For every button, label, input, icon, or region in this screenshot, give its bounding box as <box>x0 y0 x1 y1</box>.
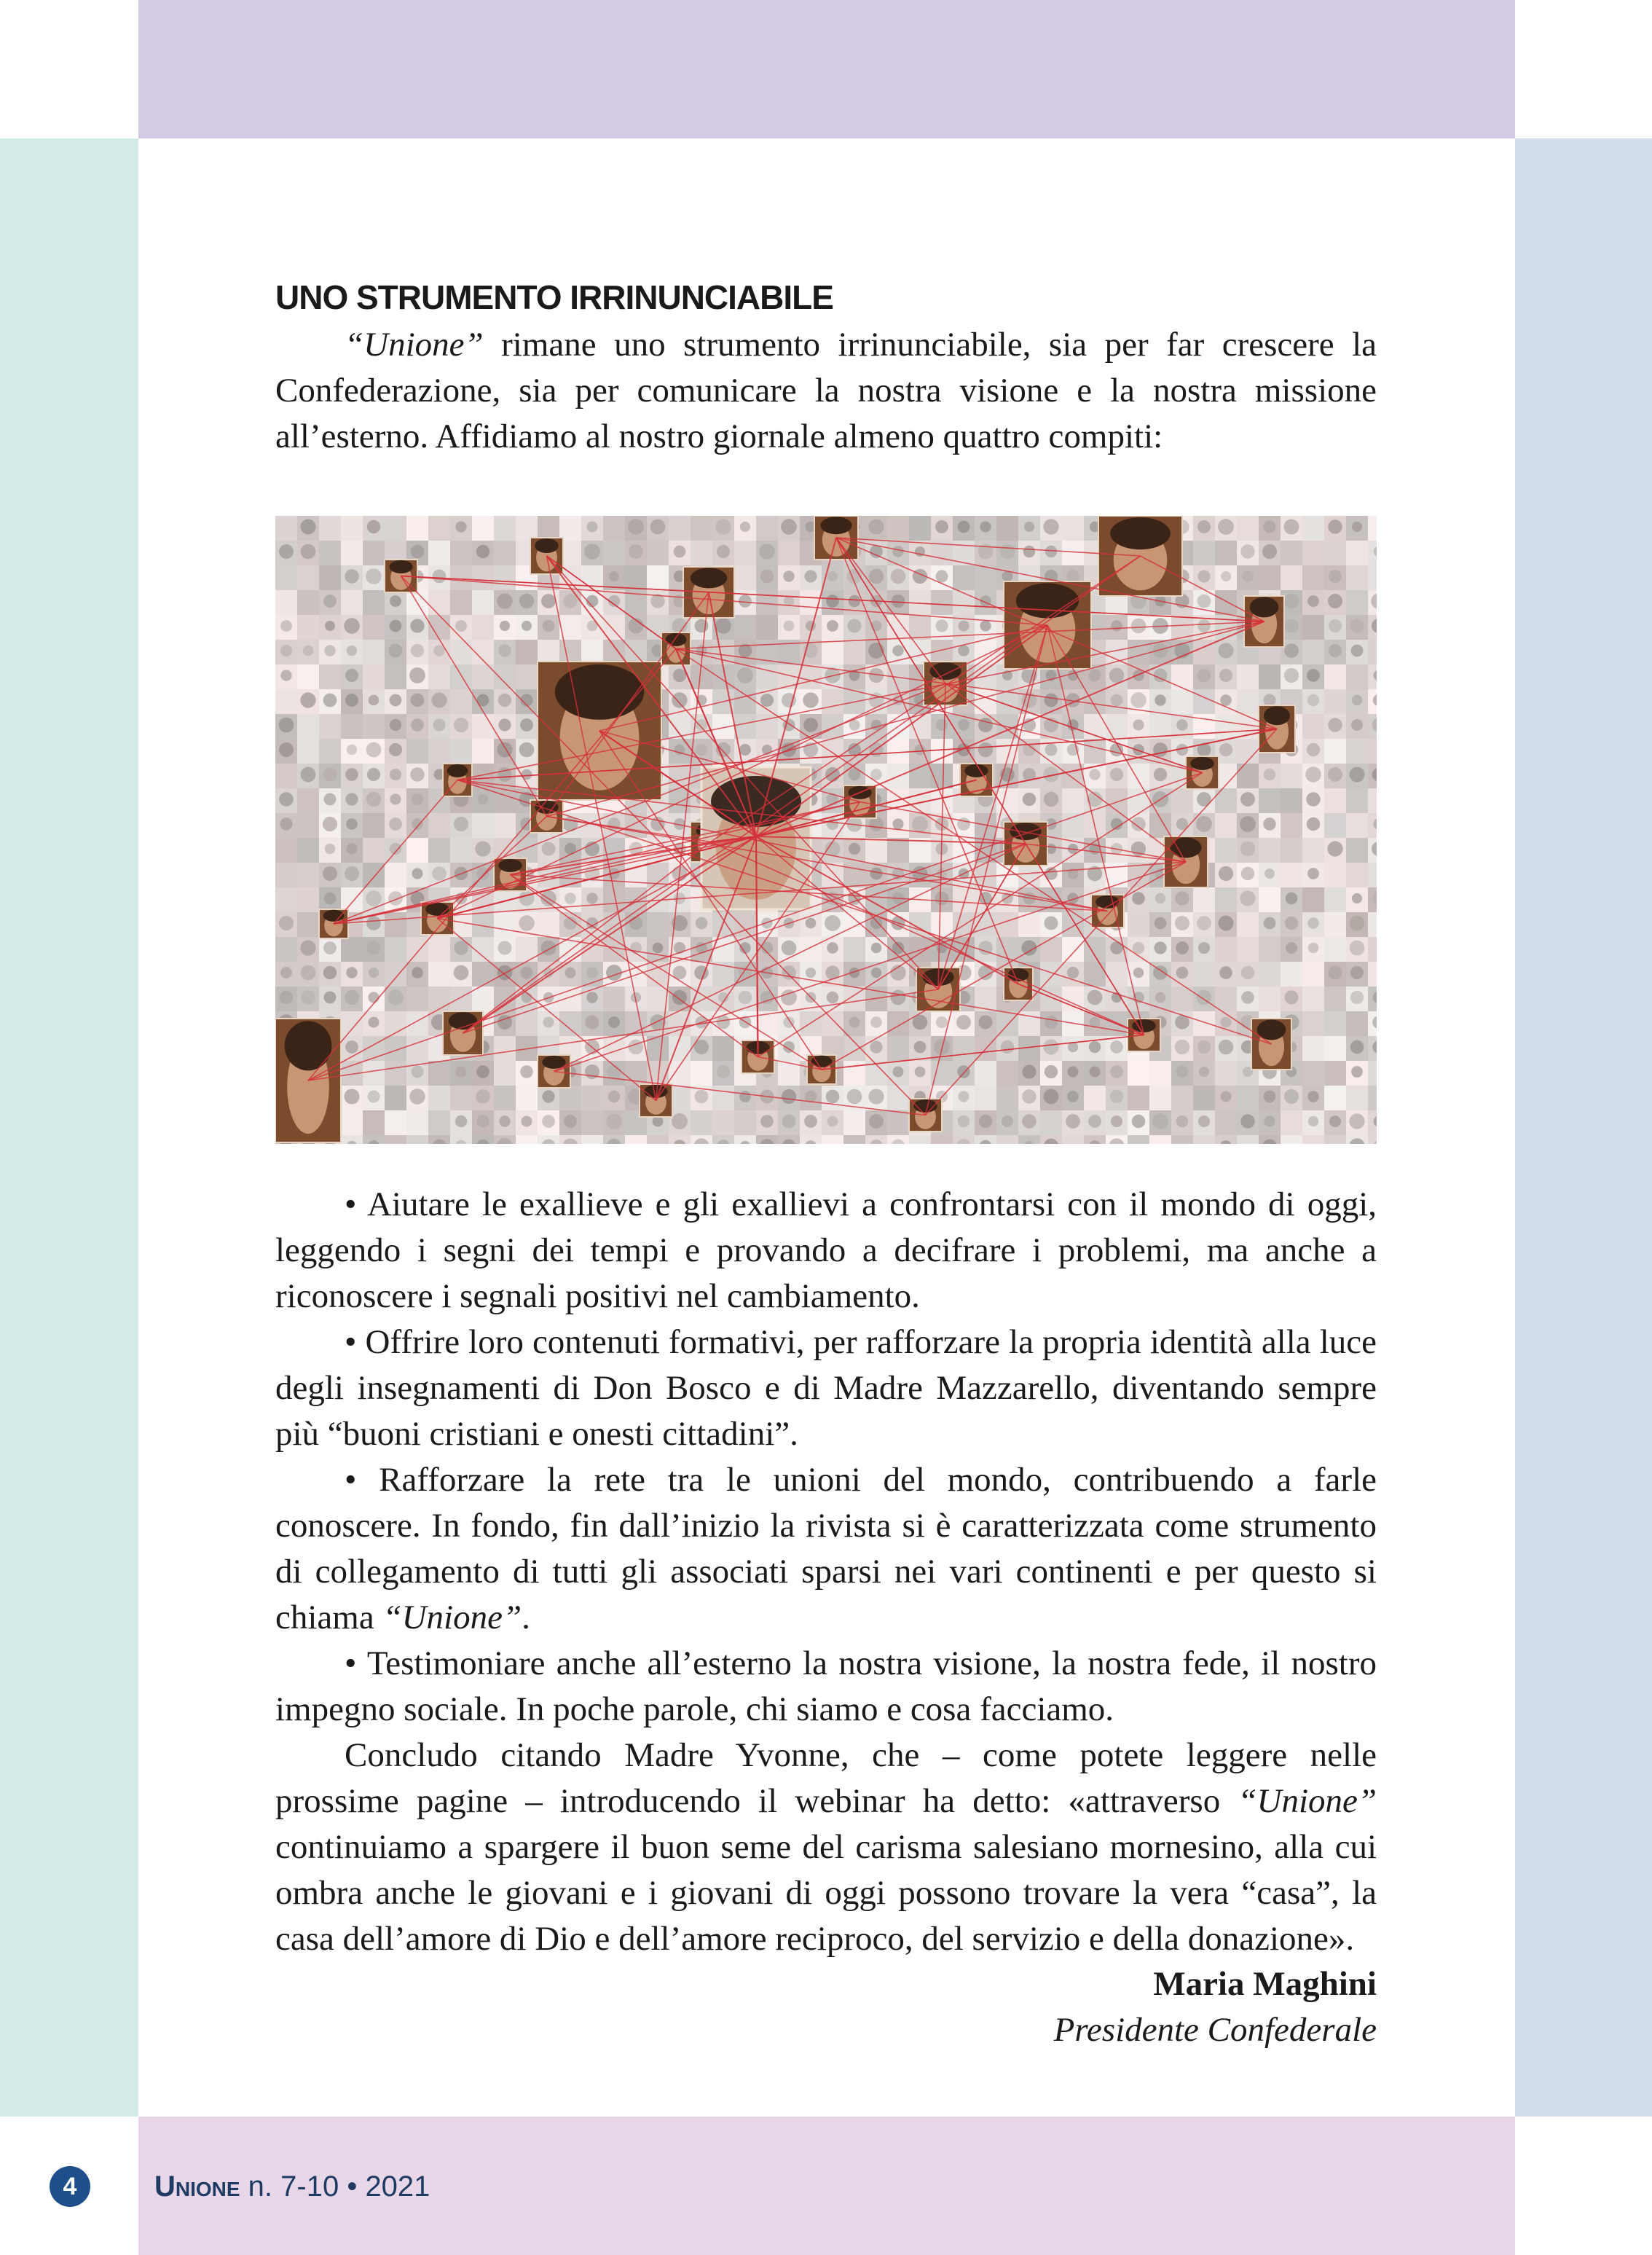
bullet-text: • Rafforzare la rete tra le unioni del mondo, contribuendo a farle conoscere. In fondo, fin dall’inizio la rivista si è caratterizzata come strumento di collegamento di tutti gli associati sparsi nei vari continenti e per questo si chiama <box>275 1461 1377 1636</box>
signature-role: Presidente Confederale <box>1053 2011 1377 2049</box>
section-heading: UNO STRUMENTO IRRINUNCIABILE <box>275 278 833 316</box>
conclusion-quote: “Unione” <box>1238 1782 1377 1820</box>
conclusion-text-1: Concludo citando Madre Yvonne, che – come potete leggere nelle prossime pagine – introducendo il webinar ha detto: «attraverso <box>275 1736 1377 1820</box>
bullet-list <box>275 1182 1377 1962</box>
footer-issue-line <box>154 2168 430 2205</box>
conclusion-text-2: continuiamo a spargere il buon seme del carisma salesiano mornesino, alla cui ombra anche le giovani e i giovani di oggi possono trovare la vera “casa”, la casa dell’amore di Dio e dell’amore reciproco, del servizio e della donazione». <box>275 1828 1377 1958</box>
footer-brand: Unione <box>154 2170 240 2203</box>
intro-section <box>275 277 1377 460</box>
network-of-faces-collage-image <box>275 516 1377 1144</box>
intro-paragraph <box>275 322 1377 460</box>
right-color-band <box>1515 138 1652 2117</box>
bullet-quote: “Unione” <box>382 1599 522 1636</box>
bullet-item: • Offrire loro contenuti formativi, per rafforzare la propria identità alla luce degli insegnamenti di Don Bosco e di Madre Mazzarello, diventando sempre più “buoni cristiani e onesti cittadini”. <box>275 1323 1377 1453</box>
left-color-band <box>0 138 138 2117</box>
top-color-band <box>138 0 1515 138</box>
page-number-badge: 4 <box>50 2166 90 2207</box>
signature-name: Maria Maghini <box>1153 1965 1377 2003</box>
bullet-item: • Aiutare le exallieve e gli exallievi a confrontarsi con il mondo di oggi, leggendo i segni dei tempi e provando a decifrare i problemi, ma anche a riconoscere i segnali positivi nel cambiamento. <box>275 1185 1377 1315</box>
collage-svg <box>275 516 1377 1144</box>
conclusion-paragraph <box>275 1733 1377 1962</box>
intro-quote: “Unione” <box>345 326 484 364</box>
bullet-item: • Testimoniare anche all’esterno la nostra visione, la nostra fede, il nostro impegno sociale. In poche parole, chi siamo e cosa facciamo. <box>275 1644 1377 1728</box>
bullet-item <box>275 1457 1377 1641</box>
footer-issue: n. 7-10 • 2021 <box>240 2170 430 2203</box>
bullet-end: . <box>522 1599 530 1636</box>
intro-text: rimane uno strumento irrinunciabile, sia per far crescere la Confederazione, sia per comunicare la nostra visione e la nostra missione all’esterno. Affidiamo al nostro giornale almeno quattro compiti: <box>275 326 1377 455</box>
